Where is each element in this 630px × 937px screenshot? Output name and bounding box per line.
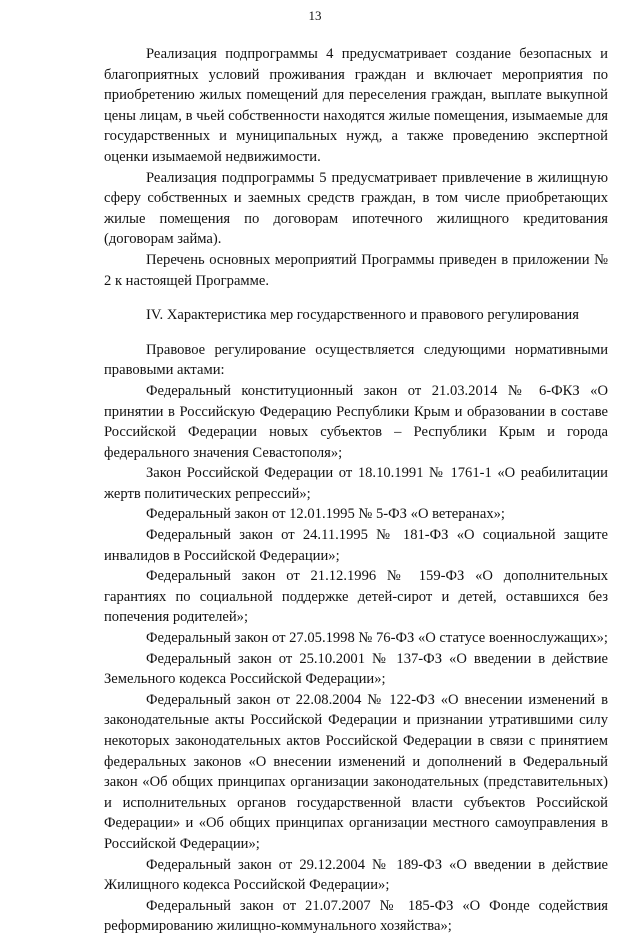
legal-act-185-fz: Федеральный закон от 21.07.2007 № 185-ФЗ «О Фонде содействия реформированию жилищно-коммунального хозяйства»; [104, 897, 608, 935]
paragraph-subprogram-5: Реализация подпрограммы 5 предусматривает привлечение в жилищную сферу собственных и заемных средств граждан, в том числе приобретающих жилые помещения по договорам ипотечного жилищного кредитования (договорам займа). [104, 169, 608, 248]
legal-intro: Правовое регулирование осуществляется следующими нормативными правовыми актами: [104, 341, 608, 379]
legal-act-122-fz: Федеральный закон от 22.08.2004 № 122-ФЗ «О внесении изменений в законодательные акты Российской Федерации и признании утратившими силу некоторых законодательных актов Российской Федерации в связи с принятием федеральных законов «О внесении изменений и дополнений в Федеральный закон «Об общих принципах организации законодательных (представительных) и исполнительных органов государственной власти субъектов Российской Федерации» и «Об общих принципах организации местного самоуправления в Российской Федерации»; [104, 691, 608, 852]
legal-act-137-fz: Федеральный закон от 25.10.2001 № 137-ФЗ «О введении в действие Земельного кодекса Российской Федерации»; [104, 650, 608, 688]
legal-act-159-fz: Федеральный закон от 21.12.1996 № 159-ФЗ «О дополнительных гарантиях по социальной поддержке детей-сирот и детей, оставшихся без попечения родителей»; [104, 568, 608, 626]
legal-act-76-fz: Федеральный закон от 27.05.1998 № 76-ФЗ «О статусе военнослужащих»; [146, 630, 608, 647]
legal-act-5-fz: Федеральный закон от 12.01.1995 № 5-ФЗ «О ветеранах»; [146, 506, 505, 523]
paragraph-events-list: Перечень основных мероприятий Программы приведен в приложении № 2 к настоящей Программе. [104, 251, 608, 289]
section-heading: IV. Характеристика мер государственного и правового регулирования [146, 307, 579, 324]
page-number: 13 [308, 8, 322, 23]
document-body [104, 44, 608, 937]
legal-act-189-fz: Федеральный закон от 29.12.2004 № 189-ФЗ «О введении в действие Жилищного кодекса Российской Федерации»; [104, 856, 608, 894]
legal-act-181-fz: Федеральный закон от 24.11.1995 № 181-ФЗ «О социальной защите инвалидов в Российской Федерации»; [104, 527, 608, 564]
paragraph-subprogram-4: Реализация подпрограммы 4 предусматривает создание безопасных и благоприятных условий проживания граждан и включает мероприятия по приобретению жилых помещений для переселения граждан, выплате выкупной цены лицам, в чьей собственности находятся жилые помещения, изымаемые для государственных и муниципальных нужд, а также проведению экспертной оценки изымаемой недвижимости. [104, 46, 608, 165]
legal-act-6-fkz: Федеральный конституционный закон от 21.03.2014 № 6-ФКЗ «О принятии в Российскую Федерацию Республики Крым и образовании в составе Российской Федерации новых субъектов – Республики Крым и города федерального значения Севастополя»; [104, 382, 608, 461]
legal-act-1761-1: Закон Российской Федерации от 18.10.1991 № 1761-1 «О реабилитации жертв политических репрессий»; [104, 465, 608, 502]
